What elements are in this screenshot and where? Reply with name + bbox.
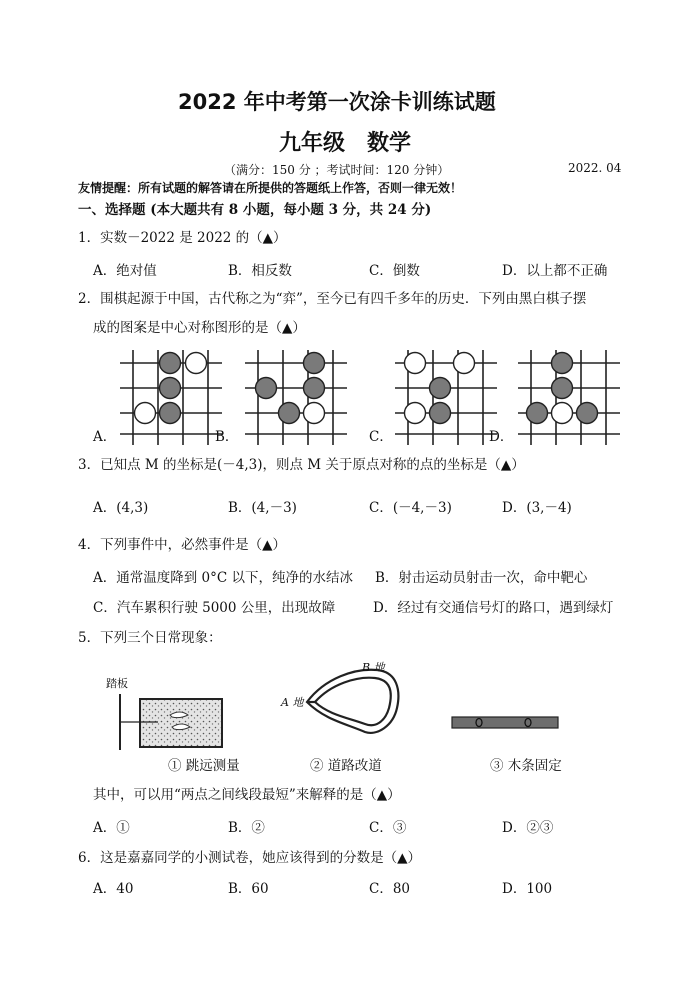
- q6-option-a[interactable]: A．40: [93, 881, 134, 897]
- q6-option-d[interactable]: D．100: [502, 881, 553, 897]
- go-board-c: [395, 350, 497, 445]
- section-heading: 一、选择题 (本大题共有 8 小题，每小题 3 分，共 24 分): [78, 202, 432, 218]
- q2-option-d[interactable]: D．: [489, 429, 514, 445]
- question-2-text-line1: 2．围棋起源于中国，古代称之为“弈”，至今已有四千多年的历史．下列由黑白棋子摆: [78, 291, 587, 307]
- q1-option-d[interactable]: D．以上都不正确: [502, 263, 608, 279]
- q3-option-d[interactable]: D．(3,－4): [502, 500, 572, 516]
- q3-option-c[interactable]: C．(－4,－3): [369, 500, 452, 516]
- question-2-text-line2: 成的图案是中心对称图形的是（▲）: [93, 320, 306, 336]
- exam-date: 2022. 04: [568, 161, 622, 175]
- q5-option-c[interactable]: C．③: [369, 820, 407, 836]
- figure-road: [285, 660, 415, 750]
- go-board-d: [518, 350, 620, 445]
- q2-option-a[interactable]: A．: [93, 429, 117, 445]
- q4-option-d[interactable]: D．经过有交通信号灯的路口，遇到绿灯: [373, 600, 614, 616]
- question-1-text: 1．实数－2022 是 2022 的（▲）: [78, 230, 287, 246]
- question-5-subtext: 其中，可以用“两点之间线段最短”来解释的是（▲）: [93, 787, 401, 803]
- go-board-a: [120, 350, 222, 445]
- exam-info: （满分：150 分 ；考试时间：120 分钟）: [224, 163, 450, 177]
- q3-option-b[interactable]: B．(4,－3): [228, 500, 297, 516]
- q6-option-c[interactable]: C．80: [369, 881, 411, 897]
- label-b-place: B 地: [362, 661, 385, 674]
- exam-subtitle: 九年级 数学: [279, 131, 412, 156]
- reminder: 友情提醒：所有试题的解答请在所提供的答题纸上作答，否则一律无效！: [78, 181, 463, 195]
- label-a-place: A 地: [281, 696, 304, 709]
- caption-long-jump: ① 跳远测量: [168, 758, 240, 774]
- q6-option-b[interactable]: B．60: [228, 881, 269, 897]
- caption-road: ② 道路改道: [310, 758, 382, 774]
- q1-option-b[interactable]: B．相反数: [228, 263, 292, 279]
- question-4-text: 4．下列事件中，必然事件是（▲）: [78, 537, 286, 553]
- q2-option-b[interactable]: B．: [215, 429, 239, 445]
- q4-option-a[interactable]: A．通常温度降到 0°C 以下，纯净的水结冰: [93, 570, 353, 586]
- figure-wood-strip: [450, 712, 562, 734]
- q4-option-c[interactable]: C．汽车累积行驶 5000 公里，出现故障: [93, 600, 336, 616]
- caption-wood: ③ 木条固定: [490, 758, 562, 774]
- question-3-text: 3．已知点 M 的坐标是(－4,3)，则点 M 关于原点对称的点的坐标是（▲）: [78, 457, 525, 473]
- q4-option-b[interactable]: B．射击运动员射击一次，命中靶心: [375, 570, 588, 586]
- question-6-text: 6．这是嘉嘉同学的小测试卷，她应该得到的分数是（▲）: [78, 850, 421, 866]
- q5-option-a[interactable]: A．①: [93, 820, 130, 836]
- q1-option-a[interactable]: A．绝对值: [93, 263, 157, 279]
- q1-option-c[interactable]: C．倒数: [369, 263, 420, 279]
- q3-option-a[interactable]: A．(4,3): [93, 500, 149, 516]
- q2-option-c[interactable]: C．: [369, 429, 393, 445]
- question-5-text: 5．下列三个日常现象：: [78, 630, 222, 646]
- label-board: 踏板: [106, 677, 128, 690]
- go-board-b: [245, 350, 347, 445]
- q5-option-d[interactable]: D．②③: [502, 820, 554, 836]
- exam-title: 2022 年中考第一次涂卡训练试题: [178, 90, 496, 114]
- q5-option-b[interactable]: B．②: [228, 820, 265, 836]
